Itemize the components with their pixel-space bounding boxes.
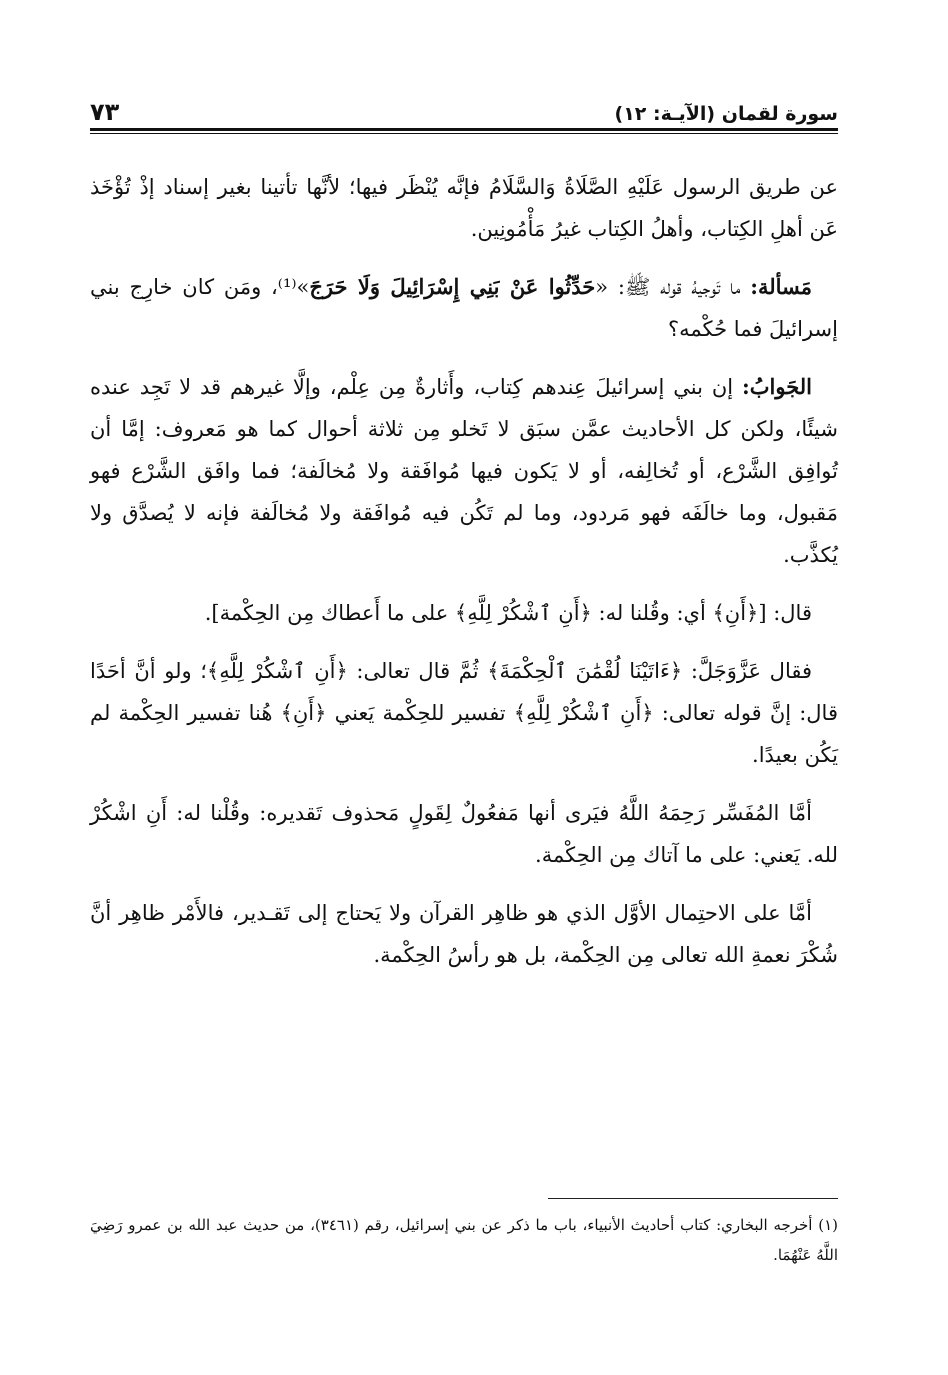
page-number: ٧٣ [90,98,120,126]
header-title: سورة لقمان (الآيـة: ١٢) [614,103,838,125]
footnote-rule [548,1198,838,1199]
paragraph-5: فقال عَزَّوَجَلَّ: ﴿ءَاتَيْنَا لُقْمَٰنَ ٱلْحِكْمَةَ﴾ ثُمَّ قال تعالى: ﴿أَنِ ٱشْكُرْ لِلَّهِ﴾؛ ولو أنَّ أحَدًا قال: إنَّ قوله تعالى: ﴿أَنِ ٱشْكُرْ لِلَّهِ﴾ تفسير للحِكْمة يَعني ﴿أَنِ﴾ هُنا تفسير الحِكْمة لم يَكُن بعيدًا. [90,659,838,767]
paragraph-3 [90,366,838,576]
footnote: (١) أخرجه البخاري: كتاب أحاديث الأنبياء، باب ما ذكر عن بني إسرائيل، رقم (٣٤٦١)، من حديث عبد الله بن عمرو رَضِيَ اللَّهُ عَنْهُمَا. [90,1216,838,1264]
paragraph-2-text-a: ما تَوجيهُ قوله ﷺ: « [595,275,751,299]
running-header [90,88,838,124]
book-page [90,88,838,1335]
paragraph-2 [90,266,838,350]
paragraph-4: قال: [﴿أَنِ﴾ أي: وقُلنا له: ﴿أَنِ ٱشْكُرْ لِلَّهِ﴾ على ما أَعطاك مِن الحِكْمة]. [204,601,812,625]
paragraph-3-text: إن بني إسرائيلَ عِندهم كِتاب، وأَثارةٌ مِن عِلْم، وإلَّا غيرهم قد لا تَجِد عنده شيئًا، ولكن كل الأحاديث عمَّن سبَق لا تَخلو مِن ثلاثة أحوال كما هو مَعروف: إمَّا أن تُوافِق الشَّرْع، أو تُخالِفه، أو لا يَكون فيها مُوافَقة ولا مُخالَفة؛ فما وافَق الشَّرْع فهو مَقبول، وما خالَفَه فهو مَردود، وما لم تَكُن فيه مُوافَقة ولا مُخالَفة فإنه لا يُصدَّق ولا يُكذَّب. [90,375,838,567]
question-term: مَسألة: [750,274,813,299]
main-text [90,166,838,992]
answer-term: الجَوابُ: [742,374,812,399]
paragraph-1: عن طريق الرسول عَلَيْهِ الصَّلَاةُ وَالسَّلَامُ فإنَّه يُنْظَر فيها؛ لأنَّها تأتينا بغير إسناد إذْ تُؤْخَذ عَن أهلِ الكِتاب، وأهلُ الكِتاب غيرُ مَأْمُونِين. [90,175,838,241]
paragraph-7: أمَّا على الاحتِمال الأوَّل الذي هو ظاهِر القرآن ولا يَحتاج إلى تَقـدير، فالأَمْر ظاهِر أنَّ شُكْرَ نعمةِ الله تعالى مِن الحِكْمة، بل هو رأسُ الحِكْمة. [90,901,838,967]
paragraph-2-text-b: »⁽¹⁾، ومَن كان خارِج بني إسرائيلَ فما حُكْمه؟ [90,275,838,341]
header-rule [90,128,838,134]
hadith-quote: حَدِّثُوا عَنْ بَنِي إِسْرَائِيلَ وَلَا حَرَجَ [309,274,596,299]
paragraph-6: أمَّا المُفَسِّر رَحِمَهُ اللَّهُ فيَرى أنها مَفعُولٌ لِقَولٍ مَحذوف تَقديره: وقُلْنا له: أَنِ اشْكُرْ لله. يَعني: على ما آتاك مِن الحِكْمة. [90,801,838,867]
